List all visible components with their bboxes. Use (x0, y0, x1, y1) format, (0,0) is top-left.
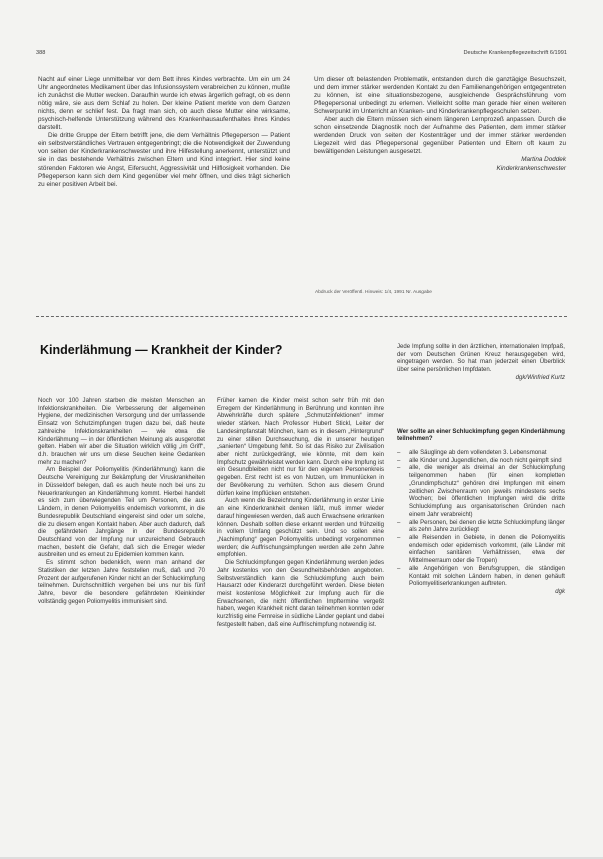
article-column-3 (397, 344, 565, 597)
paragraph: Um dieser oft belastenden Problematik, entstanden durch die ganztägige Besuchszeit, und dem immer stärker werdenden Kontakt zu den Familienangehörigen entgegentreten zu können, ist eine situationsbezogene, ausgleichende Gesprächsführung vom Pflegepersonal unbedingt zu erlernen. Vielleicht sollte man gerade hier einen weiteren Schwerpunkt im Unterricht an Kranken- und Kinderkrankenpflegeschulen setzen. (314, 76, 566, 116)
list-item: – alle, die weniger als dreimal an der Schluckimpfung teilgenommen haben (für einen kompletten „Grundimpfschutz“ gehören drei Impfungen mit einem zeitlichen Zwischenraum von jeweils mindestens sechs Wochen; bei öffentlichen Impfungen wird die dritte Schluckimpfung aus organisatorischen Gründen nach einem Jahr verabreicht) (397, 465, 565, 519)
author-role: Kinderkrankenschwester (496, 164, 566, 172)
source-note: Abdruck der Veröffentl. Hinweis: 1/4, 1991 Nr. Ausgabe (315, 290, 432, 295)
question-heading: Wer sollte an einer Schluckimpfung gegen Kinderlähmung teilnehmen? (397, 428, 565, 443)
page-header (36, 50, 567, 60)
paragraph: Am Beispiel der Poliomyelitis (Kinderlähmung) kann die Deutsche Vereinigung zur Bekämpfung der Viruskrankheiten in Düsseldorf belegen, daß es auch heute noch bei uns zu Neuerkrankungen an Kinderlähmung kommt. Hierbei handelt es sich zum überwiegenden Teil um Personen, die aus Ländern, in denen Poliomyelitis endemisch vorkommt, in die Bundesrepublik Deutschland eingereist sind oder um solche, die zu diesem engen Kontakt haben. Aber auch dadurch, daß die gefährdeten Jahrgänge in der Bundesrepublik Deutschland von der Impfung nur unzureichend Gebrauch machen, besteht die Gefahr, daß sich die Erreger wieder ausbreiten und es erneut zu Epidemien kommen kann. (38, 467, 205, 559)
bullet-list (397, 450, 565, 589)
paragraph: Jede Impfung sollte in den ärztlichen, internationalen Impfpaß, der vom Deutschen Grünen Kreuz herausgegeben wird, eingetragen werden. So hat man jederzeit einen Überblick über seine persönlichen Impfdaten. (397, 344, 565, 374)
paragraph: Aber auch die Eltern müssen sich einem längeren Lernprozeß anpassen. Durch die schon einsetzende Diagnostik noch der Aufnahme des Patienten, dem immer stärker werdenden Druck von seiten der Kostenträger und der immer stärker werdenden Liegezeit wird das Pflegepersonal gegenüber Patienten und Eltern oft kaum zu bewältigenden Leistungen ausgesetzt. (314, 116, 566, 156)
list-item: – alle Säuglinge ab dem vollendeten 3. Lebensmonat (397, 450, 565, 458)
list-item: – alle Kinder und Jugendlichen, die noch nicht geimpft sind (397, 458, 565, 466)
article-author: dgk/Winfried Kurtz (515, 374, 565, 381)
paragraph: Früher kamen die Kinder meist schon sehr früh mit den Erregern der Kinderlähmung in Berührung und konnten ihre Abwehrkräfte durch spätere „Schmutzinfektionen“ immer wieder stärken. Nach Professor Hubert Stickl, Leiter der Landesimpfanstalt München, kam es in diesem „Hintergrund“ zu einer stillen Durchseuchung, die in unserer heutigen „sanierten“ Umgebung fehlt. So ist das Risiko zur Zivilisation aber nicht zurückgedrängt, wie könnte, mit dem kein Impfschutz gewährleistet werden kann. Durch eine Impfung ist ein Gesundbleiben nicht nur für den eigenen Personenkreis gegeben. Erst recht ist es von Nutzen, um Immunlücken in der Bevölkerung zu verhüten. Schon aus diesem Grund dürfen keine Impflücken entstehen. (217, 398, 384, 497)
paragraph: Es stimmt schon bedenklich, wenn man anhand der Statistiken der letzten Jahre feststellen muß, daß und 70 Prozent der aufgerufenen Kinder nicht an der Schluckimpfung teilnehmen. Durchschnittlich vergehen bei uns nur bis fünf Jahre, bevor die besondere gefährdeten Kleinkinder vollständig gegen Poliomyelitis immunisiert sind. (38, 560, 205, 605)
list-item: – alle Angehörigen von Berufsgruppen, die ständigen Kontakt mit solchen Ländern haben, in denen gehäuft Poliomyelitiserkrankungen auftreten. (397, 566, 565, 589)
list-item: – alle Personen, bei denen die letzte Schluckimpfung länger als zehn Jahre zurückliegt (397, 520, 565, 535)
paragraph: Die dritte Gruppe der Eltern betrifft jene, die dem Verhältnis Pflegeperson — Patient ein selbstverständliches Vertrauen entgegenbringt; die die Notwendigkeit der Zuwendung von seiten der Kinderkrankenschwester und ihre Hilfestellung anerkennt, unterstützt und sie in das bestehende Verhältnis zwischen Eltern und Kind integriert. Hier sind keine störenden Faktoren wie Angst, Eifersucht, Aggressivität und Hilflosigkeit vorhanden. Die Pflegeperson kann sich dem Kind gegenüber viel mehr öffnen, und dies trägt sicherlich zu einer positiven Arbeit bei. (38, 132, 290, 188)
list-item: – alle Reisenden in Gebiete, in denen die Poliomyelitis endemisch oder epidemisch vorkommt, (alle Länder mit einfachen sanitären Verhältnissen, etwa der Mittelmeerraum oder die Tropen) (397, 535, 565, 566)
journal-title: Deutsche Krankenpflegezeitschrift 6/1991 (463, 50, 567, 56)
section-divider (36, 316, 567, 317)
page-number: 388 (36, 50, 46, 56)
paragraph: Noch vor 100 Jahren starben die meisten Menschen an Infektionskrankheiten. Die Verbesserung der allgemeinen Hygiene, der medizinischen Versorgung und der umfassende Einsatz von Schutzimpfungen trugen dazu bei, daß heute zahlreiche Infektionskrankheiten — wie etwa die Kinderlähmung — in der öffentlichen Meinung als ausgerottet gelten. Haben wir aber die Situation wirklich völlig „im Griff“, d.h. brauchen wir uns um diese Seuchen keine Gedanken mehr zu machen? (38, 398, 205, 466)
paragraph: Nacht auf einer Liege unmittelbar vor dem Bett ihres Kindes verbrachte. Um ein um 24 Uhr angeordnetes Medikament über das Infusionssystem verabreichen zu können, mußte ich zunächst die Mutter wecken. Daraufhin wurde ich etwas ärgerlich gefragt, ob es denn nötig wäre, sie aus dem Schlaf zu holen. Der kleine Patient merkte von dem Ganzen nichts, denn er schlief fest. Da fragt man sich, ob auch diese Mutter eine wirksame, psychisch-helfende Unterstützung während des Krankenhausaufenthaltes ihres Kindes darstellt. (38, 76, 290, 132)
author-name: Martina Doddek (521, 156, 566, 164)
article-column-2 (217, 398, 384, 630)
article-column-1 (38, 398, 205, 606)
top-column-left (38, 76, 290, 189)
list-source: dgk (555, 588, 565, 595)
article-title: Kinderlähmung — Krankheit der Kinder? (40, 343, 283, 357)
paragraph: Auch wenn die Bezeichnung Kinderlähmung in erster Linie an eine Kinderkrankheit denken läßt, muß immer wieder darauf hingewiesen werden, daß auch Erwachsene erkranken können. Deshalb sollten diese erkannt werden und frühzeitig in vollem Umfang geschützt sein. Und so sollen eine „Nachimpfung“ gegen Poliomyelitis unbedingt vorgenommen werden; die Auffrischungsimpfungen werden alle zehn Jahre empfohlen. (217, 498, 384, 559)
paragraph: Die Schluckimpfungen gegen Kinderlähmung werden jedes Jahr kostenlos von den Gesundheitsbehörden angeboten. Selbstverständlich kann die Schluckimpfung auch beim Hausarzt oder Kinderarzt durchgeführt werden. Diese bieten meist kostenlose Möglichkeit zur Impfung auch für die Erwachsenen, die nicht öffentlichen Impftermine vergeßt haben, wegen Krankheit nicht daran teilnehmen konnten oder kurzfristig eine Fernreise in südliche Länder geplant und dabei festgestellt haben, daß eine Auffrischimpfung notwendig ist. (217, 560, 384, 628)
top-column-right (314, 76, 566, 173)
